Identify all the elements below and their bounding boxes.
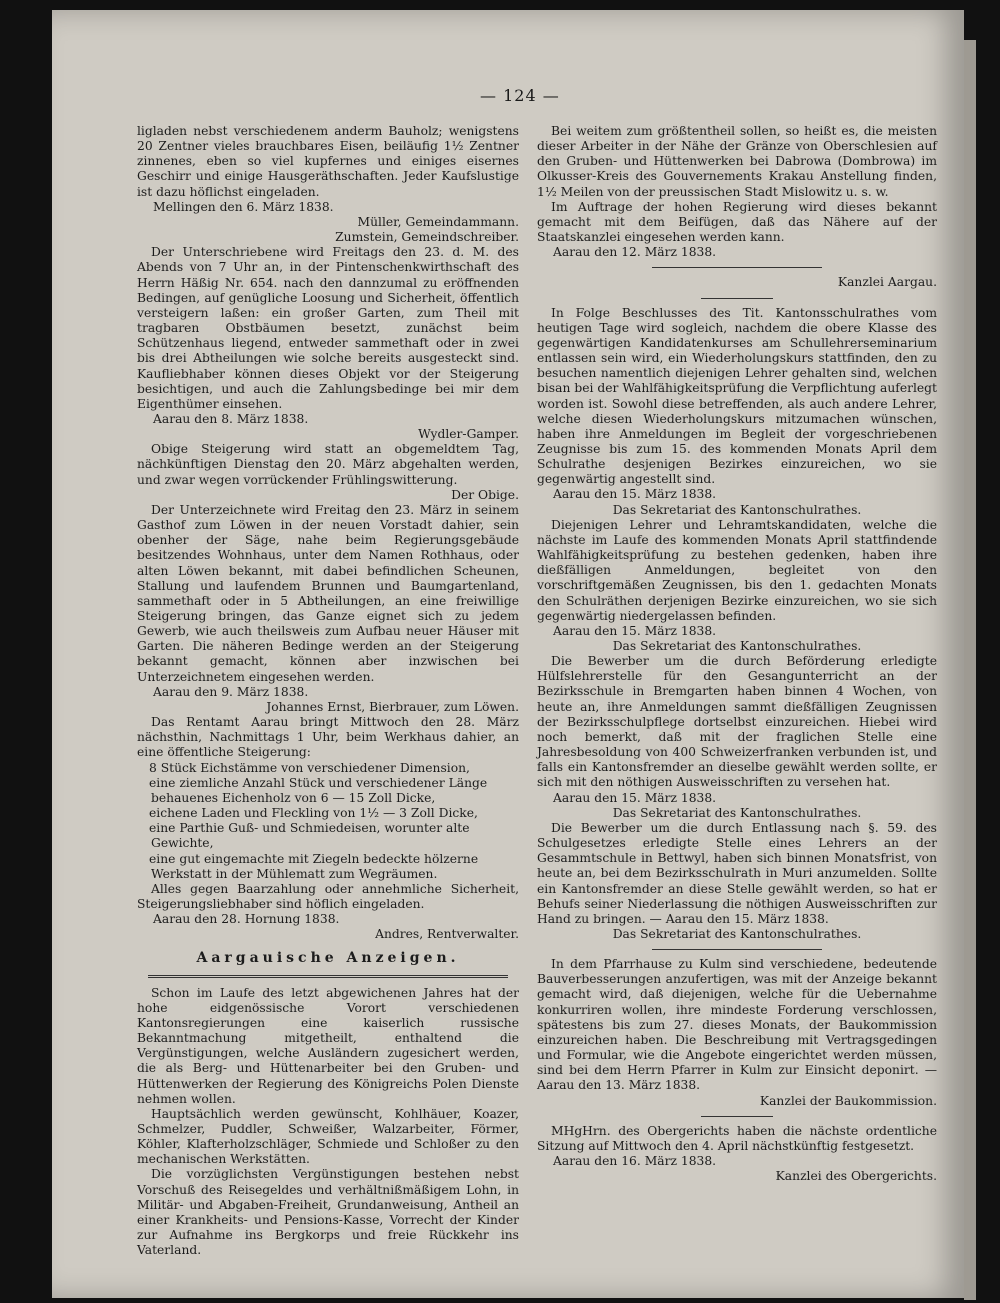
notice-paragraph: MHgHrn. des Obergerichts haben die nächste ordentliche Sitzung auf Mittwoch den 4. April nächstkünftig festgesetzt. — [537, 1123, 937, 1153]
left-column — [137, 124, 519, 1258]
notice-divider — [652, 949, 822, 950]
notice-signature: Das Sekretariat des Kantonschulrathes. — [612, 502, 862, 517]
notice-date: Aarau den 16. März 1838. — [553, 1154, 717, 1168]
notice-paragraph: In dem Pfarrhause zu Kulm sind verschiedene, bedeutende Bauverbesserungen anzufertigen, was mit der Anzeige bekannt gemacht wird, daß diejenigen, welche für die Uebernahme konkurriren wollen, ihre mindeste Forderung verschlossen, spätestens bis zum 27. dieses Monats, der Baukommission einzureichen haben. Die Beschreibung mit Vertragsgedingen und Formular, wie die Angebote eingerichtet werden müssen, sind bei dem Herrn Pfarrer in Kulm zur Einsicht deponirt. — Aarau den 13. März 1838. — [537, 957, 937, 1093]
notice-signature: Das Sekretariat des Kantonschulrathes. — [612, 639, 862, 653]
notice-signature: Der Obige. — [451, 487, 519, 502]
adjacent-page-edge — [964, 40, 976, 1300]
notice-paragraph: Der Unterzeichnete wird Freitag den 23. März in seinem Gasthof zum Löwen in der neuen Vorstadt dahier, sein obenher der Säge, nahe beim Regierungsgebäude besitzendes Wohnhaus, unter dem Namen Rothhaus, oder alten Löwen bekannt, mit dabei befindlichen Scheunen, Stallung und laufendem Brunnen und Baumgartenland, sammethaft oder in 5 Abtheilungen, an eine freiwillige Steigerung bringen, das Ganze eignet sich zu jedem Gewerb, wie auch theilsweis zum Aufbau neuer Häuser mit Garten. Die näheren Bedinge werden an der Steigerung bekannt gemacht, können aber inzwischen bei Unterzeichnetem eingesehen werden. — [137, 502, 519, 684]
page-number: — 124 — — [480, 86, 560, 105]
notice-paragraph: Der Unterschriebene wird Freitags den 23. d. M. des Abends von 7 Uhr an, in der Pintenschenkwirthschaft des Herrn Häßig Nr. 654. nach den dannzumal zu eröffnenden Bedingen, auf genügliche Loosung und Sicherheit, öffentlich versteigern laßen: ein großer Garten, zum Theil mit tragbaren Obstbäumen besetzt, zunächst beim Schützenhaus liegend, entweder sammethaft oder in zwei bis drei Abtheilungen wie solche bereits ausgesteckt sind. Kaufliebhaber können dieses Objekt vor der Steigerung besichtigen, und auch die Zahlungsbedinge bei mir dem Eigenthümer einsehen. — [137, 245, 519, 411]
notice-paragraph: In Folge Beschlusses des Tit. Kantonsschulrathes vom heutigen Tage wird sogleich, nachdem die obere Klasse des gegenwärtigen Kandidatenkurses am Schullehrerseminarium entlassen sein wird, ein Wiederholungskurs stattfinden, den zu besuchen namentlich diejenigen Lehrer gehalten sind, welchen bisan bei der Wahlfähigkeitsprüfung die Verpflichtung auferlegt worden ist. Sowohl diese betreffenden, als auch andere Lehrer, welche diesen Wiederholungskurs mitzumachen wünschen, haben ihre Anmeldungen im Begleit der vorgeschriebenen Zeugnisse bis zum 15. des kommenden Monats April dem Schulrathe desjenigen Bezirkes einzureichen, wo sie gegenwärtig angestellt sind. — [537, 305, 937, 487]
notice-paragraph: Hauptsächlich werden gewünscht, Kohlhäuer, Koazer, Schmelzer, Puddler, Schweißer, Walzarbeiter, Förmer, Köhler, Klafterholzschläger, Schmiede und Schloßer zu den mechanischen Werkstätten. — [137, 1106, 519, 1167]
notice-date: Aarau den 28. Hornung 1838. — [153, 912, 340, 927]
notice-paragraph: Die Bewerber um die durch Beförderung erledigte Hülfslehrerstelle für den Gesangunterricht an der Bezirksschule in Bremgarten haben binnen 4 Wochen, von heute an, ihre Anmeldungen sammt dießfälligen Zeugnissen der Bezirksschulpflege dortselbst einzureichen. Hiebei wird noch bemerkt, daß mit der fraglichen Stelle eine Jahresbesoldung von 400 Schweizerfranken verbunden ist, und falls ein Kantonsfremder an dieselbe gewählt werden sollte, er sich mit den nöthigen Ausweisschriften zu versehen hat. — [537, 654, 937, 790]
notice-paragraph: Obige Steigerung wird statt an obgemeldtem Tag, nächkünftigen Dienstag den 20. März abgehalten werden, und zwar wegen vorrückender Frühlingswitterung. — [137, 442, 519, 487]
auction-item: eine Parthie Guß- und Schmiedeisen, worunter alte Gewichte, — [149, 821, 470, 851]
notice-signature: Andres, Rentverwalter. — [375, 927, 519, 942]
notice-signature: Johannes Ernst, Bierbrauer, zum Löwen. — [266, 699, 519, 714]
notice-date: Aarau den 8. März 1838. — [153, 411, 309, 426]
notice-paragraph: Schon im Laufe des letzt abgewichenen Jahres hat der hohe eidgenössische Vorort verschiedenen Kantonsregierungen eine kaiserlich russische Bekanntmachung mitgetheilt, enthaltend die Vergünstigungen, welche Ausländern zugesichert werden, die als Berg- und Hüttenarbeiter bei den Gruben- und Hüttenwerken der Regierung des Königreichs Polen Dienste nehmen wollen. — [137, 985, 519, 1106]
notice-divider — [701, 1116, 773, 1117]
notice-paragraph: Die vorzüglichsten Vergünstigungen bestehen nebst Vorschuß des Reisegeldes und verhältnißmäßigem Lohn, in Militär- und Abgaben-Freiheit, Grundanweisung, Antheil an einer Krankheits- und Pensions-Kasse, Vorrecht der Kinder zur Aufnahme ins Bergkorps und freie Rückkehr ins Vaterland. — [137, 1167, 519, 1258]
notice-paragraph: Im Auftrage der hohen Regierung wird dieses bekannt gemacht mit dem Beifügen, daß das Nähere auf der Staatskanzlei eingesehen werden kann. — [537, 199, 937, 245]
auction-item: eichene Laden und Fleckling von 1½ — 3 Zoll Dicke, — [149, 806, 478, 821]
notice-signature: Das Sekretariat des Kantonschulrathes. — [612, 805, 862, 820]
auction-item: 8 Stück Eichstämme von verschiedener Dimension, — [149, 760, 470, 775]
notice-signature: Müller, Gemeindammann. — [357, 214, 519, 229]
notice-date: Aarau den 15. März 1838. — [553, 790, 717, 805]
notice-signature: Kanzlei des Obergerichts. — [775, 1169, 937, 1184]
notice-paragraph: Diejenigen Lehrer und Lehramtskandidaten, welche die nächste im Laufe des kommenden Monats April stattfindende Wahlfähigkeitsprüfung zu bestehen gedenken, haben ihre dießfälligen Anmeldungen, begleitet von den vorschriftgemäßen Zeugnissen, bis den 1. gedachten Monats den Schulräthen derjenigen Bezirke einzureichen, wo sie sich gegenwärtig niedergelassen befinden. — [537, 517, 937, 623]
notice-signature: Wydler-Gamper. — [418, 427, 519, 442]
notice-paragraph: Die Bewerber um die durch Entlassung nach §. 59. des Schulgesetzes erledigte Stelle eines Lehrers an der Gesammtschule in Bettwyl, haben sich binnen Monatsfrist, von heute an, bei dem Bezirksschulrath in Muri anzumelden. Sollte ein Kantonsfremder an diese Stelle gewählt werden, so hat er Behufs seiner Niederlassung die nöthigen Ausweisschriften zur Hand zu bringen. — Aarau den 15. März 1838. — [537, 820, 937, 926]
right-column — [537, 124, 937, 1184]
notice-signature: Kanzlei Aargau. — [837, 275, 937, 290]
notice-date: Aarau den 15. März 1838. — [553, 623, 717, 638]
section-heading: Aargauische Anzeigen. — [196, 950, 460, 967]
section-divider — [148, 975, 508, 978]
notice-date: Aarau den 12. März 1838. — [553, 245, 717, 260]
notice-paragraph: Bei weitem zum größtentheil sollen, so heißt es, die meisten dieser Arbeiter in der Nähe der Gränze von Oberschlesien auf den Gruben- und Hüttenwerken bei Dabrowa (Dombrowa) im Olkusser-Kreis des Gouvernements Krakau Anstellung finden, 1½ Meilen von der preussischen Stadt Mislowitz u. s. w. — [537, 124, 937, 199]
notice-continuation: ligladen nebst verschiedenem anderm Bauholz; wenigstens 20 Zentner vieles brauchbares Eisen, beiläufig 1½ Zentner zinnenes, eben so viel kupfernes und einiges eisernes Geschirr und einige Hausgeräthschaften. Jeder Kaufslustige ist dazu höflichst eingeladen. — [137, 124, 519, 199]
notice-date: Aarau den 9. März 1838. — [153, 684, 309, 699]
notice-paragraph: Das Rentamt Aarau bringt Mittwoch den 28. März nächsthin, Nachmittags 1 Uhr, beim Werkhaus dahier, an eine öffentliche Steigerung: — [137, 715, 519, 760]
auction-item: eine ziemliche Anzahl Stück und verschiedener Länge behauenes Eichenholz von 6 — 15 Zoll Dicke, — [149, 775, 488, 805]
auction-item: eine gut eingemachte mit Ziegeln bedeckte hölzerne Werkstatt in der Mühlematt zum Wegräumen. — [149, 851, 479, 881]
notice-signature: Das Sekretariat des Kantonschulrathes. — [612, 926, 862, 941]
notice-date: Aarau den 15. März 1838. — [553, 487, 717, 502]
notice-signature: Kanzlei der Baukommission. — [759, 1093, 937, 1108]
notice-divider — [701, 298, 773, 299]
notice-divider — [652, 267, 822, 268]
notice-date: Mellingen den 6. März 1838. — [153, 199, 334, 214]
notice-signature: Zumstein, Gemeindschreiber. — [335, 230, 519, 245]
notice-paragraph: Alles gegen Baarzahlung oder annehmliche Sicherheit, Steigerungsliebhaber sind höflich eingeladen. — [137, 881, 519, 911]
